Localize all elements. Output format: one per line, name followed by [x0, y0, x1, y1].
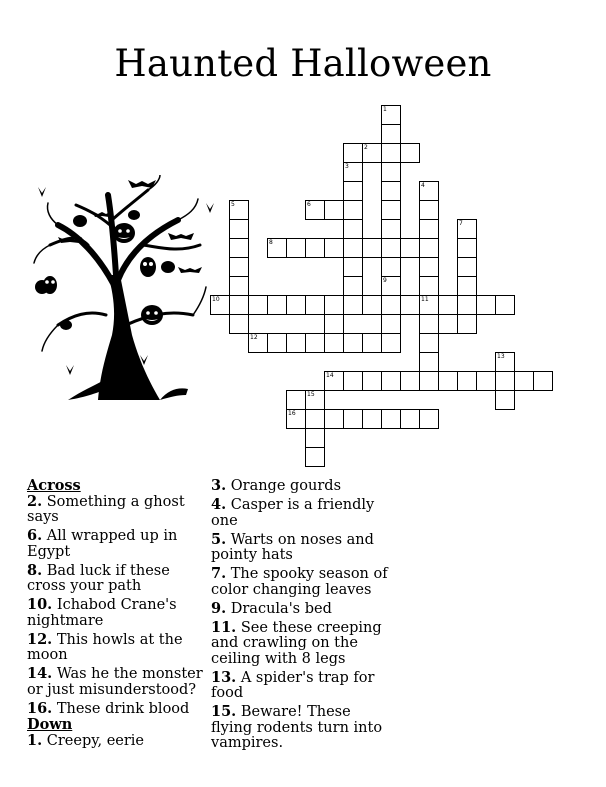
clue-number: 2. — [27, 492, 43, 510]
crossword-cell[interactable] — [457, 238, 477, 258]
clue-text: Something a ghost says — [27, 493, 185, 525]
cell-number: 15 — [307, 391, 315, 398]
cell-number: 4 — [421, 182, 425, 189]
clue-number: 3. — [211, 477, 227, 494]
crossword-cell[interactable] — [305, 295, 325, 315]
crossword-cell[interactable] — [267, 238, 287, 258]
crossword-cell[interactable] — [457, 314, 477, 334]
crossword-cell[interactable] — [381, 238, 401, 258]
clue-text: See these creeping and crawling on the ceiling with 8 legs — [211, 619, 382, 667]
crossword-cell[interactable] — [229, 276, 249, 296]
crossword-cell[interactable] — [229, 314, 249, 334]
clue-number: 1. — [27, 731, 43, 749]
cell-number: 6 — [307, 201, 311, 208]
crossword-cell[interactable] — [381, 143, 401, 163]
crossword-cell[interactable] — [286, 409, 306, 429]
crossword-cell[interactable] — [267, 295, 287, 315]
crossword-cell[interactable] — [362, 371, 382, 391]
crossword-cell[interactable] — [514, 371, 534, 391]
clue-number: 5. — [211, 530, 227, 548]
clue-number: 6. — [27, 527, 43, 544]
crossword-cell[interactable] — [343, 333, 363, 353]
crossword-cell[interactable] — [229, 257, 249, 277]
crossword-cell[interactable] — [419, 276, 439, 296]
crossword-cell[interactable] — [324, 200, 344, 220]
crossword-cell[interactable] — [229, 238, 249, 258]
crossword-cell[interactable] — [438, 295, 458, 315]
crossword-cell[interactable] — [343, 162, 363, 182]
cell-number: 14 — [326, 372, 334, 379]
cell-number: 12 — [250, 334, 258, 341]
crossword-cell[interactable] — [324, 371, 344, 391]
clue-text: Casper is a friendly one — [211, 497, 375, 529]
clue-number: 7. — [211, 565, 227, 582]
clue-number: 10. — [27, 596, 53, 613]
crossword-cell[interactable] — [457, 371, 477, 391]
crossword-cell[interactable] — [362, 143, 382, 163]
crossword-cell[interactable] — [381, 124, 401, 144]
crossword-cell[interactable] — [419, 409, 439, 429]
clue-down-9 — [211, 601, 389, 618]
crossword-cell[interactable] — [343, 143, 363, 163]
clue-down-3 — [211, 478, 389, 495]
crossword-cell[interactable] — [305, 390, 325, 410]
cell-number: 13 — [497, 353, 505, 360]
crossword-cell[interactable] — [343, 238, 363, 258]
cell-number: 5 — [231, 201, 235, 208]
crossword-cell[interactable] — [381, 276, 401, 296]
clue-text: All wrapped up in Egypt — [27, 528, 178, 560]
crossword-cell[interactable] — [362, 333, 382, 353]
crossword-cell[interactable] — [210, 295, 230, 315]
clue-down-15 — [211, 704, 389, 752]
crossword-cell[interactable] — [457, 295, 477, 315]
clue-text: These drink blood — [56, 700, 190, 717]
cell-number: 10 — [212, 296, 220, 303]
crossword-cell[interactable] — [324, 409, 344, 429]
cell-number: 2 — [364, 144, 368, 151]
crossword-cell[interactable] — [476, 371, 496, 391]
crossword-cell[interactable] — [457, 257, 477, 277]
crossword-cell[interactable] — [400, 143, 420, 163]
crossword-cell[interactable] — [419, 333, 439, 353]
crossword-cell[interactable] — [248, 295, 268, 315]
clue-down-7 — [211, 566, 389, 598]
crossword-cell[interactable] — [286, 295, 306, 315]
crossword-cell[interactable] — [343, 371, 363, 391]
clue-number: 16. — [27, 699, 53, 717]
crossword-cell[interactable] — [400, 238, 420, 258]
cell-number: 16 — [288, 410, 296, 417]
crossword-cell[interactable] — [419, 238, 439, 258]
clue-text: Creepy, eerie — [46, 732, 145, 749]
crossword-cell[interactable] — [343, 409, 363, 429]
clues-column-left — [27, 478, 205, 752]
clue-text: Bad luck if these cross your path — [27, 562, 170, 594]
crossword-cell[interactable] — [419, 181, 439, 201]
clue-across-8 — [27, 563, 205, 595]
clue-number: 14. — [27, 665, 53, 682]
crossword-cell[interactable] — [305, 200, 325, 220]
crossword-cell[interactable] — [419, 200, 439, 220]
crossword-cell[interactable] — [457, 219, 477, 239]
clue-down-11 — [211, 620, 389, 668]
crossword-cell[interactable] — [286, 390, 306, 410]
crossword-cell[interactable] — [381, 314, 401, 334]
crossword-cell[interactable] — [324, 238, 344, 258]
cell-number: 9 — [383, 277, 387, 284]
crossword-cell[interactable] — [381, 105, 401, 125]
crossword-cell[interactable] — [343, 257, 363, 277]
crossword-cell[interactable] — [438, 314, 458, 334]
crossword-cell[interactable] — [381, 257, 401, 277]
clue-text: Beware! These flying rodents turn into vampires. — [211, 704, 383, 751]
crossword-cell[interactable] — [381, 371, 401, 391]
clue-across-2 — [27, 494, 205, 526]
clue-across-6 — [27, 528, 205, 560]
clue-number: 13. — [211, 668, 237, 686]
clue-down-1 — [27, 733, 205, 750]
crossword-cell[interactable] — [400, 409, 420, 429]
crossword-cell[interactable] — [400, 295, 420, 315]
cell-number: 7 — [459, 220, 463, 227]
crossword-cell[interactable] — [362, 238, 382, 258]
crossword-cell[interactable] — [343, 200, 363, 220]
crossword-cell[interactable] — [419, 371, 439, 391]
clue-text: Warts on noses and pointy hats — [211, 531, 374, 563]
clues-column-right — [211, 478, 389, 754]
crossword-cell[interactable] — [419, 257, 439, 277]
crossword-cell[interactable] — [229, 295, 249, 315]
crossword-cell[interactable] — [229, 219, 249, 239]
clue-number: 8. — [27, 561, 43, 579]
crossword-cell[interactable] — [343, 276, 363, 296]
clue-text: This howls at the moon — [27, 631, 183, 663]
clue-number: 15. — [211, 703, 237, 720]
down-heading: Down — [27, 716, 73, 733]
clue-across-12 — [27, 632, 205, 664]
crossword-cell[interactable] — [495, 371, 515, 391]
crossword-cell[interactable] — [343, 181, 363, 201]
crossword-cell[interactable] — [343, 219, 363, 239]
crossword-cell[interactable] — [400, 371, 420, 391]
clue-text: Dracula's bed — [230, 600, 332, 617]
puzzle-title: Haunted Halloween — [114, 42, 492, 85]
clue-number: 9. — [211, 599, 227, 617]
crossword-cell[interactable] — [362, 295, 382, 315]
crossword-cell[interactable] — [381, 219, 401, 239]
crossword-cell[interactable] — [419, 219, 439, 239]
crossword-cell[interactable] — [286, 333, 306, 353]
crossword-cell[interactable] — [381, 333, 401, 353]
crossword-cell[interactable] — [324, 295, 344, 315]
crossword-cell[interactable] — [419, 352, 439, 372]
crossword-cell[interactable] — [324, 314, 344, 334]
crossword-cell[interactable] — [305, 238, 325, 258]
cell-number: 8 — [269, 239, 273, 246]
crossword-cell[interactable] — [305, 333, 325, 353]
crossword-cell[interactable] — [419, 314, 439, 334]
crossword-cell[interactable] — [381, 162, 401, 182]
crossword-cell[interactable] — [267, 333, 287, 353]
crossword-cell[interactable] — [305, 409, 325, 429]
clue-across-16 — [27, 701, 205, 718]
crossword-cell[interactable] — [438, 371, 458, 391]
crossword-cell[interactable] — [343, 295, 363, 315]
cell-number: 3 — [345, 163, 349, 170]
clue-down-4 — [211, 497, 389, 529]
clue-text: Orange gourds — [230, 478, 342, 494]
cell-number: 11 — [421, 296, 429, 303]
clue-down-5 — [211, 532, 389, 564]
clue-down-13 — [211, 670, 389, 702]
clue-text: Was he the monster or just misunderstood? — [27, 666, 203, 698]
crossword-cell[interactable] — [419, 295, 439, 315]
crossword-cell[interactable] — [286, 238, 306, 258]
clue-text: Ichabod Crane's nightmare — [27, 597, 177, 629]
crossword-cell[interactable] — [381, 181, 401, 201]
crossword-cell[interactable] — [381, 409, 401, 429]
crossword-cell[interactable] — [495, 295, 515, 315]
clue-across-14 — [27, 666, 205, 698]
crossword-cell[interactable] — [305, 447, 325, 467]
clue-across-10 — [27, 597, 205, 629]
clue-text: The spooky season of color changing leaves — [211, 566, 388, 598]
crossword-cell[interactable] — [476, 295, 496, 315]
clue-number: 12. — [27, 630, 53, 648]
clue-number: 11. — [211, 618, 237, 636]
crossword-cell[interactable] — [381, 200, 401, 220]
crossword-cell[interactable] — [495, 352, 515, 372]
across-heading: Across — [27, 477, 81, 494]
crossword-cell[interactable] — [495, 390, 515, 410]
crossword-cell[interactable] — [229, 200, 249, 220]
clue-text: A spider's trap for food — [211, 669, 375, 701]
crossword-cell[interactable] — [533, 371, 553, 391]
cell-number: 1 — [383, 106, 387, 113]
crossword-cell[interactable] — [248, 333, 268, 353]
crossword-cell[interactable] — [362, 409, 382, 429]
clue-number: 4. — [211, 496, 227, 513]
crossword-cell[interactable] — [324, 333, 344, 353]
crossword-cell[interactable] — [381, 295, 401, 315]
crossword-cell[interactable] — [305, 428, 325, 448]
crossword-cell[interactable] — [457, 276, 477, 296]
